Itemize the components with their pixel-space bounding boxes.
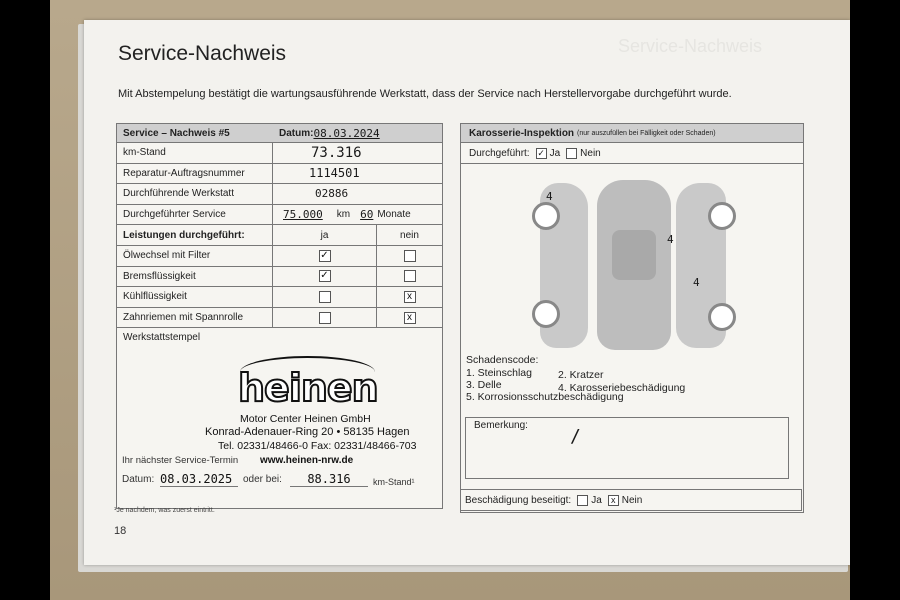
fixed-label: Beschädigung beseitigt: bbox=[465, 494, 572, 506]
order-number-row bbox=[117, 164, 442, 185]
row-label: Reparatur-Auftragsnummer bbox=[117, 164, 273, 184]
stamp-label: Werkstattstempel bbox=[123, 332, 201, 344]
km-stand-row bbox=[117, 143, 442, 164]
next-date-value: 08.03.2025 bbox=[160, 472, 238, 487]
order-number-value: 1114501 bbox=[309, 166, 360, 181]
work-header-no: nein bbox=[400, 229, 419, 241]
work-item-label: Kühlflüssigkeit bbox=[117, 287, 273, 307]
work-header-label: Leistungen durchgeführt: bbox=[117, 225, 273, 245]
fixed-yes-checkbox[interactable] bbox=[577, 495, 588, 506]
no-cell bbox=[377, 287, 442, 307]
work-item-row bbox=[117, 246, 442, 267]
no-checkbox[interactable] bbox=[404, 250, 416, 262]
yes-checkbox[interactable] bbox=[319, 291, 331, 303]
damage-code: 2. Kratzer bbox=[558, 369, 604, 381]
row-label: Durchführende Werkstatt bbox=[117, 184, 273, 204]
service-interval-row bbox=[117, 205, 442, 226]
km-stand-label: km-Stand¹ bbox=[373, 477, 415, 487]
work-item-label: Bremsflüssigkeit bbox=[117, 267, 273, 287]
wheel-icon bbox=[532, 300, 560, 328]
wheel-icon bbox=[708, 202, 736, 230]
damage-fixed-row bbox=[460, 489, 802, 511]
stamp-logo: heinen bbox=[238, 366, 378, 410]
no-checkbox[interactable] bbox=[404, 270, 416, 282]
damage-mark: 4 bbox=[667, 233, 674, 246]
intro-text: Mit Abstempelung bestätigt die wartungsausführende Werkstatt, dass der Service nach Herstellervorgabe durchgeführt wurde. bbox=[118, 88, 732, 100]
done-no-checkbox[interactable] bbox=[566, 148, 577, 159]
done-yes-label: Ja bbox=[549, 147, 561, 159]
work-item-label: Zahnriemen mit Spannrolle bbox=[117, 308, 273, 328]
row-label: km-Stand bbox=[117, 143, 273, 163]
row-value-cell bbox=[273, 205, 442, 225]
service-km-unit: km bbox=[336, 209, 351, 221]
page-title: Service-Nachweis bbox=[118, 42, 287, 65]
damage-code-title: Schadenscode: bbox=[466, 354, 539, 366]
work-item-label: Ölwechsel mit Filter bbox=[117, 246, 273, 266]
next-service-label: Ihr nächster Service-Termin bbox=[122, 455, 239, 466]
service-km-value: 75.000 bbox=[283, 208, 323, 222]
no-cell bbox=[377, 267, 442, 287]
service-date-label: Datum: bbox=[279, 127, 314, 139]
inspection-done-row bbox=[461, 143, 803, 164]
done-yes-checkbox[interactable]: ✓ bbox=[537, 147, 545, 158]
ghost-title: Service-Nachweis bbox=[618, 36, 763, 56]
yes-checkbox[interactable]: ✓ bbox=[320, 270, 329, 282]
damage-code: 3. Delle bbox=[466, 379, 502, 391]
work-item-row bbox=[117, 287, 442, 308]
no-cell bbox=[377, 246, 442, 266]
stamp-address: Konrad-Adenauer-Ring 20 • 58135 Hagen bbox=[205, 426, 410, 438]
work-header-yes: ja bbox=[273, 225, 377, 245]
remark-box[interactable] bbox=[465, 417, 789, 479]
body-inspection-header bbox=[461, 124, 803, 143]
service-date-value: 08.03.2024 bbox=[313, 126, 380, 140]
page-number: 18 bbox=[114, 525, 127, 537]
yes-cell bbox=[273, 246, 377, 266]
row-value-cell bbox=[273, 164, 442, 184]
yes-cell bbox=[273, 308, 377, 328]
fixed-no-checkbox[interactable]: x bbox=[608, 495, 619, 506]
yes-cell bbox=[273, 267, 377, 287]
service-month-value: 60 bbox=[360, 208, 374, 222]
done-label: Durchgeführt: bbox=[469, 147, 530, 159]
remark-label: Bemerkung: bbox=[474, 420, 528, 431]
fixed-yes-label: Ja bbox=[591, 494, 602, 506]
work-item-row bbox=[117, 308, 442, 329]
damage-mark: 4 bbox=[693, 276, 700, 289]
stamp-phone: Tel. 02331/48466-0 Fax: 02331/48466-703 bbox=[218, 440, 417, 452]
done-no-label: Nein bbox=[580, 147, 601, 159]
workshop-row bbox=[117, 184, 442, 205]
damage-code: 1. Steinschlag bbox=[466, 367, 532, 379]
yes-cell bbox=[273, 287, 377, 307]
service-header-label: Service – Nachweis #5 bbox=[123, 127, 230, 139]
service-date-cell bbox=[273, 124, 442, 142]
row-value-cell bbox=[273, 143, 442, 163]
work-header-row bbox=[117, 225, 442, 246]
service-header-row bbox=[117, 124, 442, 143]
or-label: oder bei: bbox=[243, 474, 282, 485]
damage-code: 5. Korrosionsschutzbeschädigung bbox=[466, 391, 624, 403]
service-month-unit: Monate bbox=[377, 209, 411, 221]
damage-code: 4. Karosseriebeschädigung bbox=[558, 382, 686, 394]
yes-checkbox[interactable]: ✓ bbox=[320, 249, 329, 261]
stamp-company: Motor Center Heinen GmbH bbox=[240, 413, 371, 425]
yes-checkbox[interactable] bbox=[319, 312, 331, 324]
damage-mark: 4 bbox=[546, 190, 553, 203]
body-inspection-note: (nur auszufüllen bei Fälligkeit oder Schaden) bbox=[577, 129, 716, 137]
km-stand-value: 73.316 bbox=[311, 144, 362, 161]
body-inspection-title: Karosserie-Inspektion bbox=[469, 127, 575, 139]
wheel-icon bbox=[532, 202, 560, 230]
remark-value: / bbox=[570, 426, 581, 447]
no-checkbox[interactable]: x bbox=[404, 312, 416, 324]
row-value-cell bbox=[273, 184, 442, 204]
no-checkbox[interactable]: x bbox=[404, 291, 416, 303]
wheel-icon bbox=[708, 303, 736, 331]
stamp-website: www.heinen-nrw.de bbox=[260, 455, 354, 466]
fixed-no-label: Nein bbox=[621, 494, 643, 506]
no-cell bbox=[377, 308, 442, 328]
next-km-value: 88.316 bbox=[290, 472, 368, 487]
next-date-label: Datum: bbox=[122, 474, 155, 485]
car-roof bbox=[612, 230, 656, 280]
workshop-value: 02886 bbox=[315, 187, 349, 201]
row-label: Durchgeführter Service bbox=[117, 205, 273, 225]
footnote: ¹Je nachdem, was zuerst eintritt. bbox=[114, 507, 215, 514]
work-item-row bbox=[117, 267, 442, 288]
